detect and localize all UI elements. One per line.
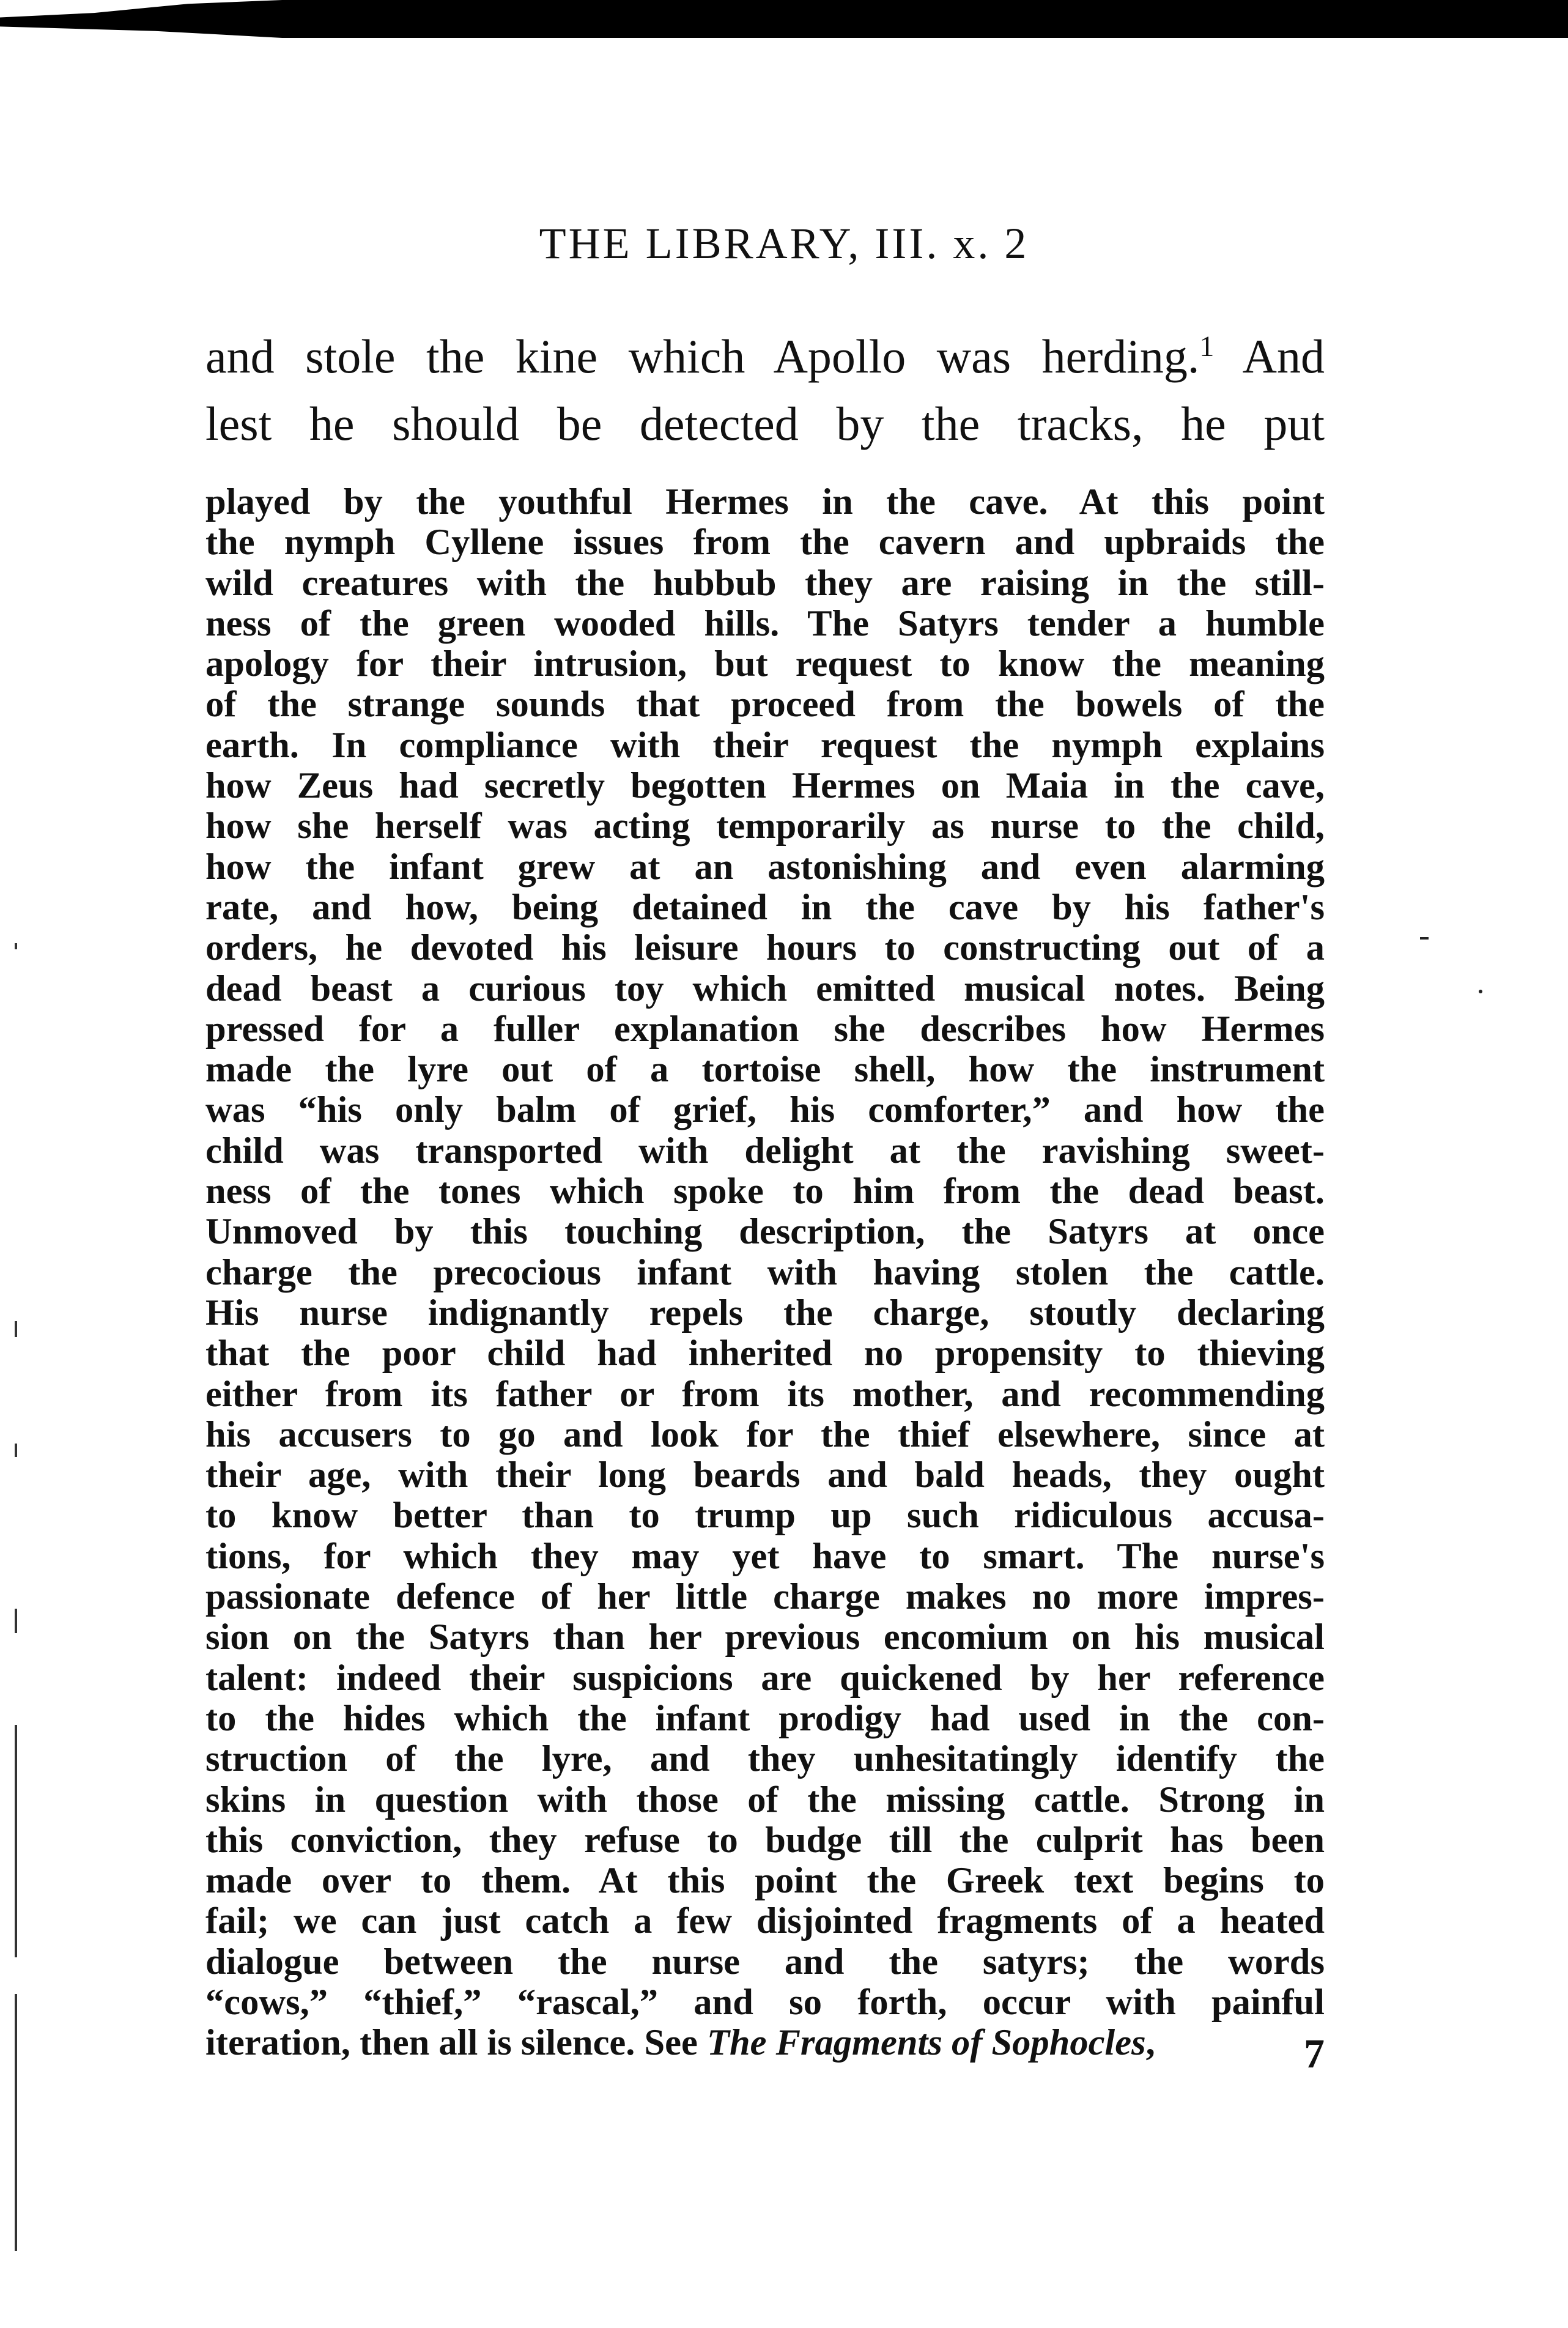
footnote-line: that the poor child had inherited no propensity to thieving (205, 1333, 1325, 1374)
footnote-line: charge the precocious infant with having stolen the cattle. (205, 1251, 1325, 1293)
footnote-line: to know better than to trump up such ridiculous accusa- (205, 1495, 1325, 1537)
footnote-line: skins in question with those of the missing cattle. Strong in (205, 1779, 1325, 1820)
footnote-last-line-end: , (1145, 2022, 1155, 2064)
footnote-line: pressed for a fuller explanation she describes how Hermes (205, 1008, 1325, 1050)
footnote-line: talent: indeed their suspicions are quickened by her reference (205, 1657, 1325, 1699)
main-text-line (205, 323, 1325, 390)
footnote-line: this conviction, they refuse to budge till the culprit has been (205, 1819, 1325, 1861)
footnote-line: orders, he devoted his leisure hours to constructing out of a (205, 927, 1325, 969)
scan-top-edge (0, 0, 1568, 38)
main-text-line: lest he should be detected by the tracks, he put (205, 397, 1325, 450)
footnote-marker: 1 (1199, 330, 1215, 363)
footnote-line: dialogue between the nurse and the satyrs; the words (205, 1941, 1325, 1982)
main-text-line1-end: And (1242, 330, 1325, 383)
footnote-line: either from its father or from its mother, and recommending (205, 1373, 1325, 1415)
scan-left-edge-marks (15, 917, 20, 2263)
footnote-line: the nymph Cyllene issues from the cavern and upbraids the (205, 522, 1325, 563)
footnote-line: how Zeus had secretly begotten Hermes on Maia in the cave, (205, 765, 1325, 807)
footnote-line: made the lyre out of a tortoise shell, how the instrument (205, 1049, 1325, 1091)
footnote-last-line-start: iteration, then all is silence. See (205, 2022, 698, 2064)
footnote-line: of the strange sounds that proceed from the bowels of the (205, 684, 1325, 725)
footnote-line: ness of the tones which spoke to him from the dead beast. (205, 1171, 1325, 1212)
footnote-line: dead beast a curious toy which emitted musical notes. Being (205, 968, 1325, 1009)
footnote-line: played by the youthful Hermes in the cave. At this point (205, 481, 1325, 522)
footnote-line: how she herself was acting temporarily as nurse to the child, (205, 806, 1325, 847)
footnote-line: how the infant grew at an astonishing and even alarming (205, 846, 1325, 888)
footnote-line: “cows,” “thief,” “rascal,” and so forth, occur with painful (205, 1981, 1325, 2023)
footnote-line: ness of the green wooded hills. The Satyrs tender a humble (205, 602, 1325, 644)
footnote-line: fail; we can just catch a few disjointed fragments of a heated (205, 1900, 1325, 1942)
main-text-line1: and stole the kine which Apollo was herding. (205, 330, 1200, 383)
running-head: THE LIBRARY, III. x. 2 (539, 219, 1029, 268)
footnote-line: was “his only balm of grief, his comforter,” and how the (205, 1089, 1325, 1131)
footnote-line: their age, with their long beards and bald heads, they ought (205, 1455, 1325, 1496)
footnote-line: His nurse indignantly repels the charge, stoutly declaring (205, 1292, 1325, 1333)
page-number: 7 (1304, 2030, 1325, 2077)
footnote-line: his accusers to go and look for the thief elsewhere, since at (205, 1414, 1325, 1455)
footnote-line: sion on the Satyrs than her previous encomium on his musical (205, 1617, 1325, 1658)
footnote-line: tions, for which they may yet have to smart. The nurse's (205, 1535, 1325, 1577)
footnote-line: wild creatures with the hubbub they are raising in the still- (205, 562, 1325, 604)
footnote-line: to the hides which the infant prodigy had used in the con- (205, 1697, 1325, 1739)
footnote-line: child was transported with delight at the ravishing sweet- (205, 1130, 1325, 1171)
footnote-line: apology for their intrusion, but request to know the meaning (205, 643, 1325, 685)
footnote (205, 482, 1325, 2064)
main-text (205, 323, 1325, 458)
footnote-line: earth. In compliance with their request the nymph explains (205, 724, 1325, 766)
footnote-book-title: The Fragments of Sophocles (707, 2022, 1146, 2064)
footnote-line: passionate defence of her little charge makes no more impres- (205, 1576, 1325, 1618)
footnote-line: Unmoved by this touching description, the Satyrs at once (205, 1211, 1325, 1253)
footnote-line: rate, and how, being detained in the cave by his father's (205, 886, 1325, 928)
footnote-line: struction of the lyre, and they unhesitatingly identify the (205, 1738, 1325, 1780)
footnote-last-line (205, 2023, 1325, 2063)
footnote-line: made over to them. At this point the Greek text begins to (205, 1860, 1325, 1902)
